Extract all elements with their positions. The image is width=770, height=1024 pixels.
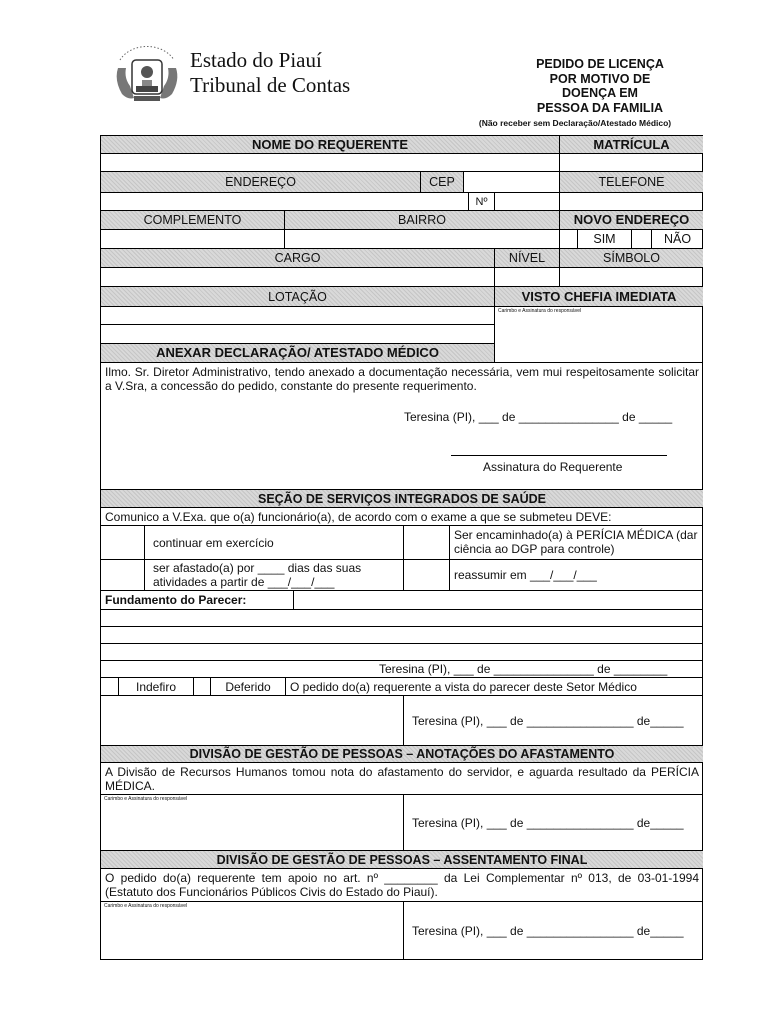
dgp-afastamento-title: DIVISÃO DE GESTÃO DE PESSOAS – ANOTAÇÕES DO AFASTAMENTO [100,745,703,762]
organization-name-line2: Tribunal de Contas [190,73,351,97]
afastado-label: ser afastado(a) por ____ dias das suas atividades a partir de ___/___/___ [144,559,403,590]
requester-signature-label: Assinatura do Requerente [483,460,623,474]
lotacao-label: LOTAÇÃO [100,286,494,306]
request-text: Ilmo. Sr. Diretor Administrativo, tendo anexado a documentação necessária, vem mui respeitosamente solicitar a V.Sra, a concessão do pedido, constante do presente requerimento. [105,365,699,393]
deferido-label: Deferido [210,677,285,695]
form-subtitle: (Não receber sem Declaração/Atestado Médico) [478,118,672,128]
dgp-afastamento-signature-area[interactable]: Carimbo e Assinatura do responsável [100,794,403,850]
telefone-field[interactable] [559,192,703,210]
pedido-vista-text: O pedido do(a) requerente a vista do parecer deste Setor Médico [285,677,703,695]
numero-label: Nº [468,192,494,210]
bairro-label: BAIRRO [284,210,559,229]
continuar-label: continuar em exercício [144,525,403,559]
nivel-label: NÍVEL [494,248,559,267]
bairro-field[interactable] [284,229,559,248]
afastado-checkbox[interactable] [100,559,144,590]
pericia-label: Ser encaminhado(a) à PERÍCIA MÉDICA (dar ciência ao DGP para controle) [449,525,703,559]
cep-field[interactable] [463,171,559,192]
dgp-afastamento-date: Teresina (PI), ___ de ________________ de_____ [403,794,703,850]
matricula-field[interactable] [559,153,703,171]
continuar-checkbox[interactable] [100,525,144,559]
indefiro-checkbox[interactable] [100,677,118,695]
anexar-declaracao-label: ANEXAR DECLARAÇÃO/ ATESTADO MÉDICO [100,343,494,362]
nome-requerente-field[interactable] [100,153,559,171]
nao-checkbox[interactable] [631,229,651,248]
saude-section-title: SEÇÃO DE SERVIÇOS INTEGRADOS DE SAÚDE [100,489,703,507]
sim-label: SIM [577,229,631,248]
reassumir-checkbox[interactable] [403,559,449,590]
visto-chefia-label: VISTO CHEFIA IMEDIATA [494,286,703,306]
telefone-label: TELEFONE [559,171,703,192]
organization-name-line1: Estado do Piauí [190,48,322,72]
numero-field[interactable] [494,192,559,210]
sim-checkbox[interactable] [559,229,577,248]
novo-endereco-label: NOVO ENDEREÇO [559,210,703,229]
form-title-line: POR MOTIVO DE [549,71,651,86]
parecer-line-2[interactable] [100,626,703,643]
request-block [100,362,703,489]
dgp-final-date: Teresina (PI), ___ de ________________ de_____ [403,901,703,960]
indefiro-label: Indefiro [118,677,193,695]
requester-signature-line[interactable] [451,455,667,456]
matricula-label: MATRÍCULA [559,135,703,153]
dgp-afastamento-text: A Divisão de Recursos Humanos tomou nota do afastamento do servidor, e aguarda resultado da PERÍCIA MÉDICA. [100,762,703,794]
request-date: Teresina (PI), ___ de _______________ de _____ [404,410,673,424]
lotacao-field-2[interactable] [100,324,494,343]
complemento-field[interactable] [100,229,284,248]
form-title-line: PEDIDO DE LICENÇA [536,57,664,71]
complemento-label: COMPLEMENTO [100,210,284,229]
fundamento-label: Fundamento do Parecer: [100,590,293,609]
request-form [100,135,703,960]
coat-of-arms-logo [112,46,182,104]
form-title-line: DOENÇA EM [562,86,638,100]
endereco-field[interactable] [100,192,468,210]
parecer-date: Teresina (PI), ___ de _______________ de ________ [379,662,668,676]
nivel-field[interactable] [494,267,559,286]
saude-signature-area[interactable] [100,695,403,745]
nome-requerente-label: NOME DO REQUERENTE [100,135,559,153]
simbolo-field[interactable] [559,267,703,286]
parecer-line-1[interactable] [100,609,703,626]
parecer-line-3[interactable] [100,643,703,660]
lotacao-field-1[interactable] [100,306,494,324]
nao-label: NÃO [651,229,703,248]
parecer-date-row [100,660,703,677]
dgp-final-title: DIVISÃO DE GESTÃO DE PESSOAS – ASSENTAMENTO FINAL [100,850,703,868]
saude-comunico-text: Comunico a V.Exa. que o(a) funcionário(a), de acordo com o exame a que se submeteu DEVE: [100,507,703,525]
form-title-line: PESSOA DA FAMILIA [536,100,664,115]
visto-chefia-signature-area[interactable]: Carimbo e Assinatura do responsável [494,306,703,362]
endereco-label: ENDEREÇO [100,171,420,192]
saude-date: Teresina (PI), ___ de ________________ de_____ [403,695,703,745]
cargo-label: CARGO [100,248,494,267]
pericia-checkbox[interactable] [403,525,449,559]
cargo-field[interactable] [100,267,494,286]
simbolo-label: SÍMBOLO [559,248,703,267]
reassumir-label: reassumir em ___/___/___ [449,559,703,590]
cep-label: CEP [420,171,463,192]
fundamento-field[interactable] [293,590,703,609]
form-title [500,57,700,115]
dgp-final-signature-area[interactable]: Carimbo e Assinatura do responsável [100,901,403,960]
dgp-final-text: O pedido do(a) requerente tem apoio no art. nº ________ da Lei Complementar nº 013, de 03-01-1994 (Estatuto dos Funcionários Públicos Civis do Estado do Piauí). [100,868,703,901]
deferido-checkbox[interactable] [193,677,210,695]
